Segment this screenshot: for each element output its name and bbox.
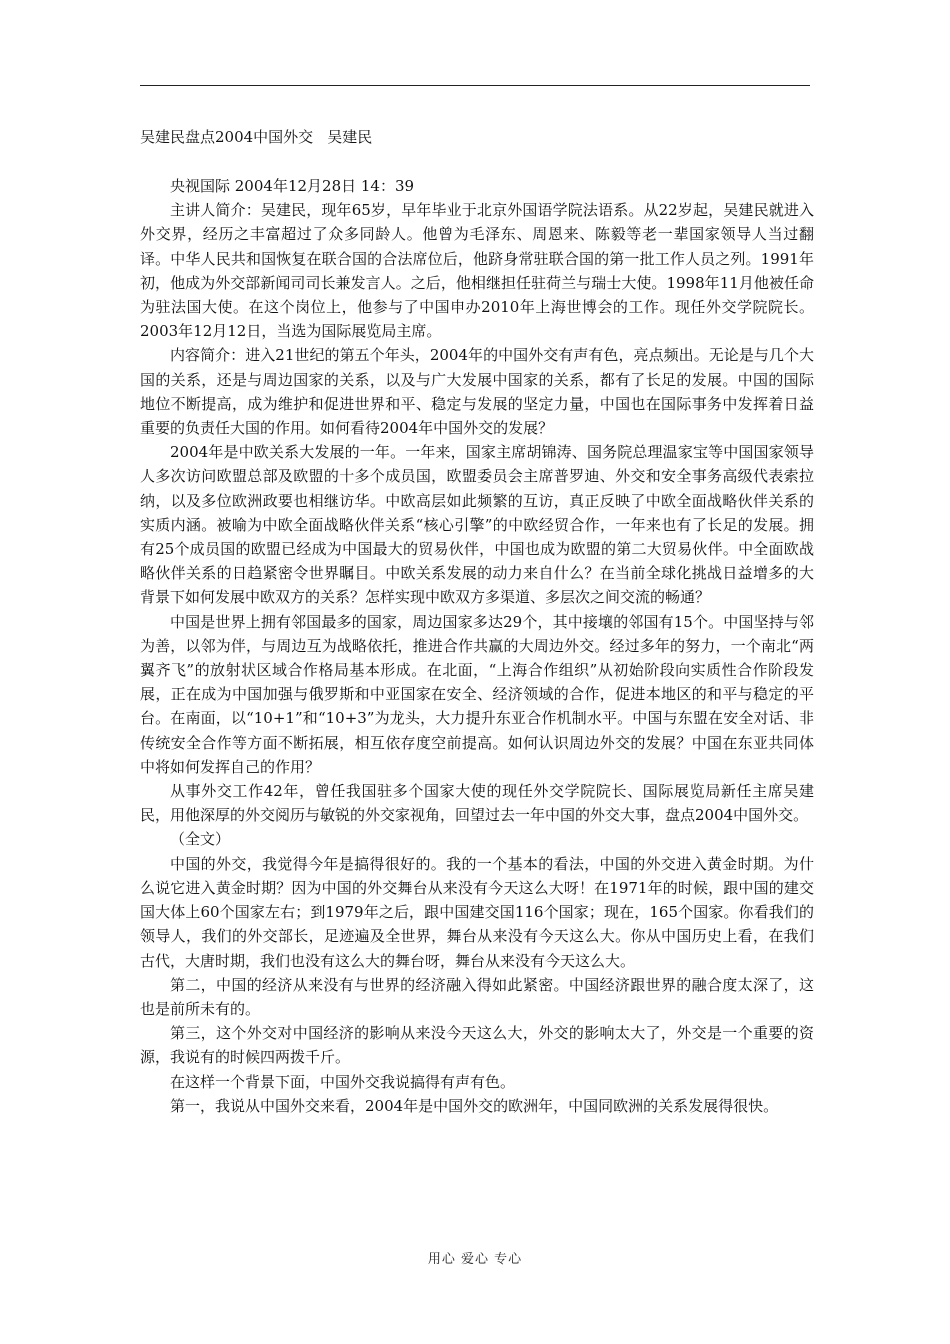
document-author: 吴建民 [327,128,373,146]
paragraph-neighbors: 中国是世界上拥有邻国最多的国家，周边国家多达29个，其中接壤的邻国有15个。中国坚持与邻为善，以邻为伴，与周边互为战略依托，推进合作共赢的大周边外交。经过多年的努力，一个南北“两翼齐飞”的放射状区域合作格局基本形成。在北面，“上海合作组织”从初始阶段向实质性合作阶段发展，正在成为中国加强与俄罗斯和中亚国家在安全、经济领域的合作，促进本地区的和平与稳定的平台。在南面，以“10+1”和“10+3”为龙头，大力提升东亚合作机制水平。中国与东盟在安全对话、非传统安全合作等方面不断拓展，相互依存度空前提高。如何认识周边外交的发展？中国在东亚共同体中将如何发挥自己的作用？ [140,612,814,776]
document-title: 吴建民盘点2004中国外交 [140,128,314,146]
paragraph-speaker-bio: 主讲人简介：吴建民，现年65岁，早年毕业于北京外国语学院法语系。从22岁起，吴建民就进入外交界，经历之丰富超过了众多同龄人。他曾为毛泽东、周恩来、陈毅等老一辈国家领导人当过翻译。中华人民共和国恢复在联合国的合法席位后，他跻身常驻联合国的第一批工作人员之列。1991年初，他成为外交部新闻司司长兼发言人。之后，他相继担任驻荷兰与瑞士大使。1998年11月他被任命为驻法国大使。在这个岗位上，他参与了中国申办2010年上海世博会的工作。现任外交学院院长。2003年12月12日，当选为国际展览局主席。 [140,201,814,341]
page-footer: 用心 爱心 专心 [427,1252,523,1267]
paragraph-content-summary: 内容简介：进入21世纪的第五个年头，2004年的中国外交有声有色，亮点频出。无论是与几个大国的关系，还是与周边国家的关系，以及与广大发展中国家的关系，都有了长足的发展。中国的国际地位不断提高，成为维护和促进世界和平、稳定与发展的坚定力量，中国也在国际事务中发挥着日益重要的负责任大国的作用。如何看待2004年中国外交的发展？ [140,346,814,438]
paragraph-second-point: 第二，中国的经济从来没有与世界的经济融入得如此紧密。中国经济跟世界的融合度太深了，这也是前所未有的。 [140,975,814,1018]
document-title-line [140,124,814,150]
document-body [140,124,814,1118]
paragraph-speaker-review: 从事外交工作42年，曾任我国驻多个国家大使的现任外交学院院长、国际展览局新任主席吴建民，用他深厚的外交阅历与敏锐的外交家视角，回望过去一年中国的外交大事，盘点2004中国外交。 [140,782,814,825]
source-line: 央视国际 2004年12月28日 14：39 [170,177,415,195]
fulltext-label: （全文） [170,830,231,849]
paragraph-golden-period: 中国的外交，我觉得今年是搞得很好的。我的一个基本的看法，中国的外交进入黄金时期。为什么说它进入黄金时期？因为中国的外交舞台从来没有今天这么大呀！在1971年的时候，跟中国的建交国大体上60个国家左右；到1979年之后，跟中国建交国116个国家；现在，165个国家。你看我们的领导人，我们的外交部长，足迹遍及全世界，舞台从来没有今天这么大。你从中国历史上看，在我们古代，大唐时期，我们也没有这么大的舞台呀，舞台从来没有今天这么大。 [140,854,814,970]
header-rule [140,85,810,86]
paragraph-china-eu: 2004年是中欧关系大发展的一年。一年来，国家主席胡锦涛、国务院总理温家宝等中国国家领导人多次访问欧盟总部及欧盟的十多个成员国，欧盟委员会主席普罗迪、外交和安全事务高级代表索拉纳，以及多位欧洲政要也相继访华。中欧高层如此频繁的互访，真正反映了中欧全面战略伙伴关系的实质内涵。被喻为中欧全面战略伙伴关系“核心引擎”的中欧经贸合作，一年来也有了长足的发展。拥有25个成员国的欧盟已经成为中国最大的贸易伙伴，中国也成为欧盟的第二大贸易伙伴。中全面欧战略伙伴关系的日趋紧密令世界瞩目。中欧关系发展的动力来自什么？在当前全球化挑战日益增多的大背景下如何发展中欧双方的关系？怎样实现中欧双方多渠道、多层次之间交流的畅通？ [140,443,814,607]
paragraph-europe-year: 第一，我说从中国外交来看，2004年是中国外交的欧洲年，中国同欧洲的关系发展得很快。 [170,1096,779,1115]
paragraph-background: 在这样一个背景下面，中国外交我说搞得有声有色。 [170,1072,516,1091]
paragraph-third-point: 第三，这个外交对中国经济的影响从来没今天这么大，外交的影响太大了，外交是一个重要的资源，我说有的时候四两拨千斤。 [140,1024,814,1067]
